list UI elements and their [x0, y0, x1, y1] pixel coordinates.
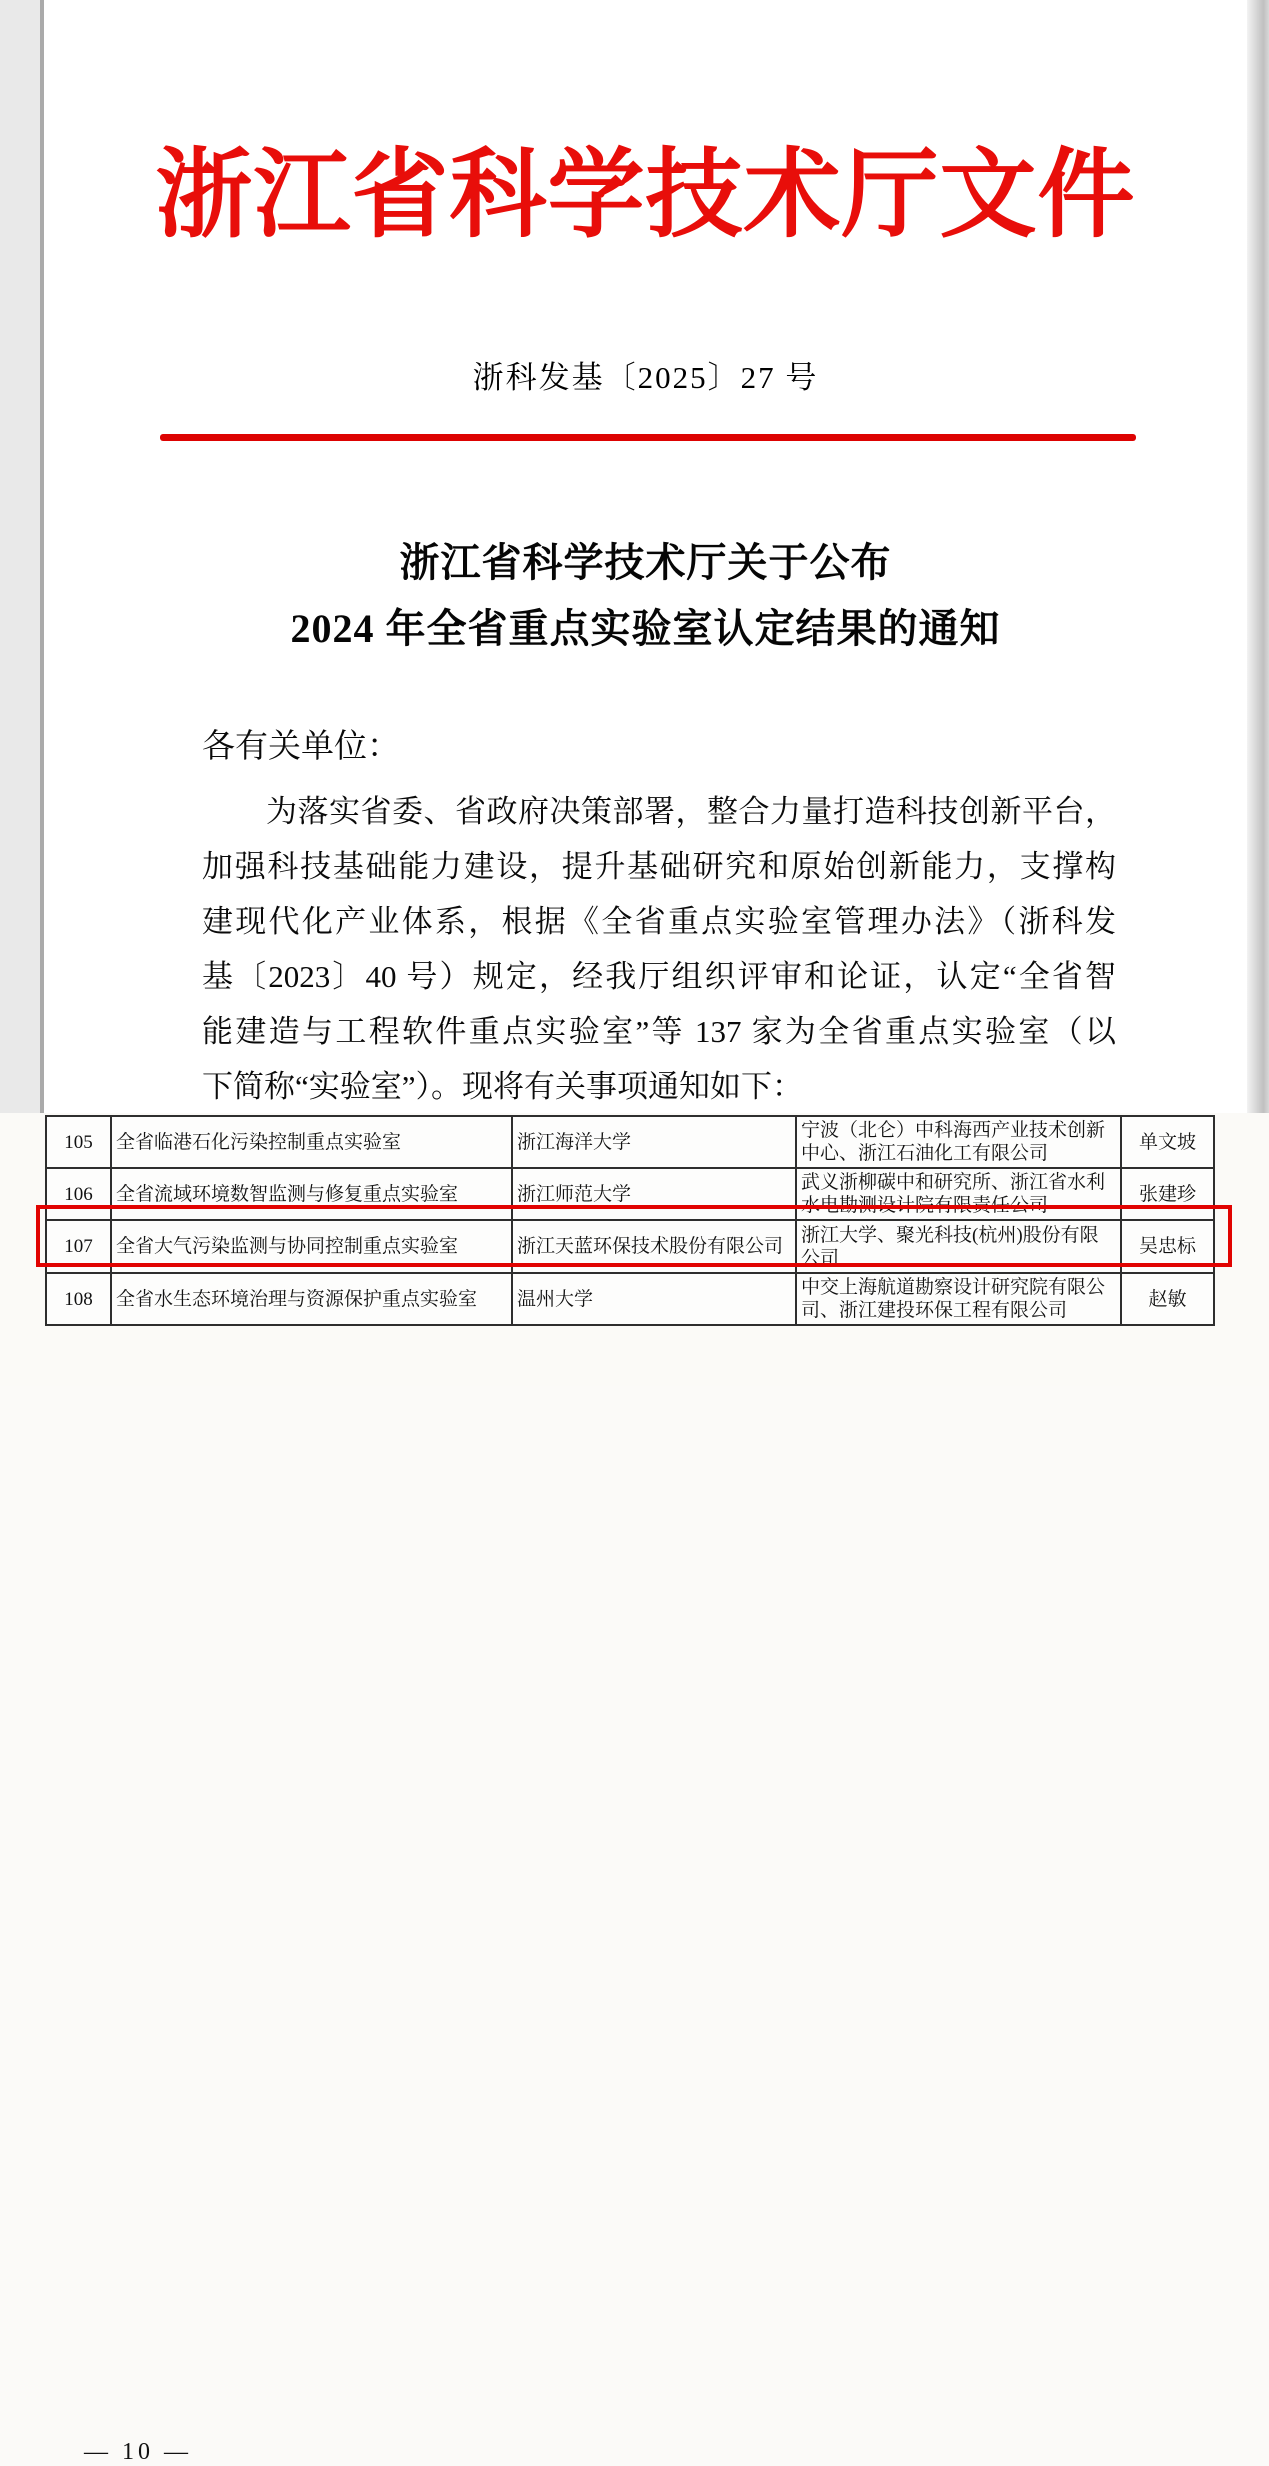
- doc-number: 浙科发基〔2025〕27 号: [472, 360, 819, 395]
- body-line: 建现代化产业体系，根据《全省重点实验室管理办法》（浙科发: [202, 904, 1116, 939]
- partners-cell: 宁波（北仑）中科海西产业技术创新中心、浙江石油化工有限公司: [796, 1116, 1121, 1168]
- body-line: 能建造与工程软件重点实验室”等 137 家为全省重点实验室（以: [202, 1014, 1116, 1049]
- person-cell: 赵敏: [1121, 1273, 1214, 1325]
- institution-cell: 浙江师范大学: [512, 1168, 796, 1220]
- table-row-highlighted: [46, 1220, 1214, 1273]
- institution-cell: 浙江海洋大学: [512, 1116, 796, 1168]
- table-row: [46, 1168, 1214, 1220]
- lab-name-cell: 全省水生态环境治理与资源保护重点实验室: [111, 1273, 512, 1325]
- body-line: 加强科技基础能力建设，提升基础研究和原始创新能力，支撑构: [202, 849, 1116, 884]
- document-page: [0, 0, 1269, 1113]
- row-number-cell: 108: [46, 1273, 111, 1325]
- row-number-cell: 105: [46, 1116, 111, 1168]
- salutation: 各有关单位：: [202, 729, 400, 765]
- lab-name-cell: 全省流域环境数智监测与修复重点实验室: [111, 1168, 512, 1220]
- lab-table-section: [0, 1113, 1269, 2465]
- page-edge-shadow: [1247, 0, 1269, 1113]
- red-divider-line: [160, 434, 1136, 441]
- body-line: 为落实省委、省政府决策部署，整合力量打造科技创新平台，: [266, 794, 1116, 829]
- lab-name-cell: 全省大气污染监测与协同控制重点实验室: [111, 1220, 512, 1273]
- row-number-cell: 106: [46, 1168, 111, 1220]
- person-cell: 单文坡: [1121, 1116, 1214, 1168]
- institution-cell: 温州大学: [512, 1273, 796, 1325]
- lab-table: [45, 1115, 1215, 1326]
- person-cell: 张建珍: [1121, 1168, 1214, 1220]
- partners-cell: 中交上海航道勘察设计研究院有限公司、浙江建投环保工程有限公司: [796, 1273, 1121, 1325]
- body-line: 基〔2023〕40 号）规定，经我厅组织评审和论证，认定“全省智: [202, 959, 1116, 994]
- institution-cell: 浙江天蓝环保技术股份有限公司: [512, 1220, 796, 1273]
- person-cell: 吴忠标: [1121, 1220, 1214, 1273]
- row-number-cell: 107: [46, 1220, 111, 1273]
- notice-title-line1: 浙江省科学技术厅关于公布: [399, 540, 892, 585]
- table-row: [46, 1273, 1214, 1325]
- partners-cell: 武义浙柳碳中和研究所、浙江省水利水电勘测设计院有限责任公司: [796, 1168, 1121, 1220]
- page-title: 浙江省科学技术厅文件: [155, 142, 1136, 249]
- notice-title-line2: 2024 年全省重点实验室认定结果的通知: [290, 606, 1001, 651]
- partners-cell: 浙江大学、聚光科技(杭州)股份有限公司: [796, 1220, 1121, 1273]
- lab-name-cell: 全省临港石化污染控制重点实验室: [111, 1116, 512, 1168]
- body-line: 下简称“实验室”）。现将有关事项通知如下：: [202, 1069, 804, 1104]
- page-number: — 10 —: [84, 2439, 192, 2465]
- table-row: [46, 1116, 1214, 1168]
